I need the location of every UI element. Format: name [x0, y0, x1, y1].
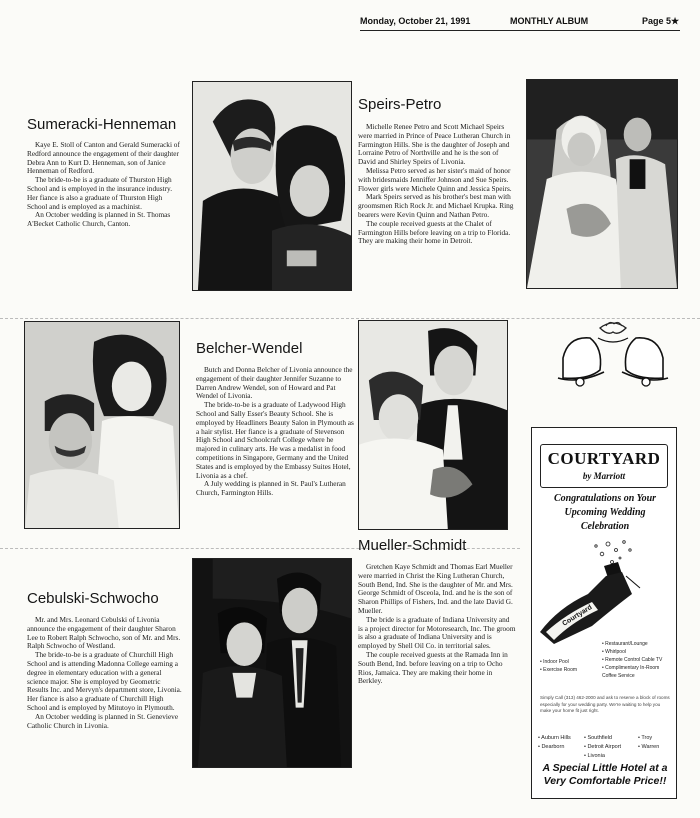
ad-location: • Livonia — [584, 753, 605, 759]
article-paragraph: The bride-to-be is a graduate of Ladywood High School and Sally Esser's Beauty School. She is employed by Headliners Beauty Salon in Plymouth as a hair stylist. Her fiance is a graduate of Stevenson High School and Schoolcraft College where he majored in culinary arts. He was a medalist in food competitions in Singapore, Germany and the United States and is employed by the Embassy Suites Hotel, Livonia as a chef. — [196, 400, 354, 480]
ad-amenity: • Restaurant/Lounge — [602, 641, 648, 647]
article-paragraph: The bride-to-be is a graduate of Thurston High School and is employed in the insurance industry. Her fiance is also a graduate of Thurston High School and is employed as a machinist. — [27, 175, 173, 211]
article-body — [358, 123, 518, 246]
svg-text:Courtyard: Courtyard — [561, 604, 594, 628]
article-headline: Sumeracki-Henneman — [27, 116, 177, 133]
article-paragraph: The bride-to-be is a graduate of Churchill High School and is attending Madonna College earning a degree in elementary education with a general science major. She is employed by Geometric Results Inc. and Mervyn's department store, Livonia. Her fiance is also a graduate of Churchill High School and is employed by Mitutoyo in Plymouth. — [27, 650, 182, 712]
ad-location: • Dearborn — [538, 744, 565, 750]
ad-note: Simply Call (313) 462-2000 and ask to reserve a block of rooms especially for your wedding party. We're waiting to help you make your home fit just right. — [540, 695, 670, 713]
article-paragraph: Michelle Renee Petro and Scott Michael Speirs were married in Prince of Peace Lutheran Church in Farmington Hills. She is the daughter of Joseph and Lorraine Petro of Northville and he is the son of David and Shirley Speirs of Livonia. — [358, 122, 511, 167]
header-date: Monday, October 21, 1991 — [360, 16, 471, 26]
ad-locations — [584, 734, 621, 761]
article-paragraph: Mr. and Mrs. Leonard Cebulski of Livonia announce the engagement of their daughter Sharon Lee to Robert Ralph Schwocho, son of Mr. and Mrs. Ralph Schwocho of Westland. — [27, 615, 181, 651]
ad-locations — [538, 734, 571, 752]
article-body — [27, 616, 182, 730]
article-paragraph: An October wedding is planned in St. Thomas A'Becket Catholic Church, Canton. — [27, 210, 171, 229]
ad-logo-box — [540, 444, 668, 488]
article-paragraph: Kaye E. Stoll of Canton and Gerald Sumeracki of Redford announce the engagement of their daughter Debra Ann to Kurt D. Henneman, son of Janice Henneman of Redford. — [27, 140, 180, 176]
ad-amenities-right — [602, 640, 674, 680]
article-paragraph: Melissa Petro served as her sister's maid of honor with bridesmaids Jenniffer Johnson and Sue Speirs. Flower girls were Michele Quinn and Jessica Speirs. — [358, 165, 512, 193]
ad-location: • Southfield — [584, 735, 612, 741]
ad-location: • Warren — [638, 744, 660, 750]
ad-amenity: • Complimentary In-Room Coffee Service — [602, 665, 660, 679]
ad-script-line: Congratulations on Your — [553, 493, 657, 504]
article-body — [196, 366, 354, 498]
article-paragraph: A July wedding is planned in St. Paul's Lutheran Church, Farmington Hills. — [196, 479, 346, 498]
ad-logo-sub: by Marriott — [582, 471, 626, 481]
article-paragraph: The couple received guests at the Ramada Inn in South Bend, Ind. before leaving on a trip to Ocho Rios, Jamaica. They are making their home in Berkley. — [358, 649, 508, 686]
ad-amenities-left — [540, 650, 600, 674]
ad-amenity: • Remote Control Cable TV — [602, 657, 663, 663]
article-headline: Speirs-Petro — [358, 96, 442, 113]
article-paragraph: An October wedding is planned in St. Genevieve Catholic Church in Livonia. — [27, 711, 179, 730]
ad-tagline — [536, 762, 674, 788]
couple-photo — [192, 81, 352, 291]
ad-amenity: • Exercise Room — [540, 667, 578, 673]
wedding-photo — [358, 320, 508, 530]
article-body — [358, 563, 516, 686]
ad-script-text — [538, 492, 672, 534]
ad-location: • Auburn Hills — [538, 735, 571, 741]
header-rule — [360, 30, 680, 31]
ad-logo: COURTYARD — [547, 449, 661, 468]
wedding-photo — [526, 79, 678, 289]
champagne-bottle-icon — [536, 536, 674, 646]
page-header — [360, 16, 680, 30]
ad-script-line: Upcoming Wedding — [564, 507, 646, 518]
ad-script-line: Celebration — [580, 521, 630, 532]
article-headline: Mueller-Schmidt — [358, 537, 467, 554]
ad-amenity: • Whirlpool — [602, 649, 626, 655]
ad-amenity: • Indoor Pool — [540, 659, 569, 665]
couple-photo — [192, 558, 352, 768]
header-section: MONTHLY ALBUM — [510, 16, 589, 26]
hotel-advertisement — [531, 427, 677, 799]
header-page: Page 5★ — [642, 16, 680, 26]
article-body — [27, 141, 182, 229]
article-paragraph: The bride is a graduate of Indiana University and is a project director for Motoresearch, Inc. The groom is also a graduate of Indiana University and is employed by Shell Oil Co. in territorial sales. — [358, 614, 516, 651]
article-headline: Belcher-Wendel — [196, 340, 303, 357]
article-paragraph: Mark Speirs served as his brother's best man with groomsmen Rich Rock Jr. and Michael Krupka. Ring bearers were Kevin Quinn and Nathan Petro. — [358, 192, 514, 219]
wedding-bells-icon — [548, 318, 678, 408]
ad-tagline-line: Very Comfortable Price!! — [543, 775, 667, 787]
article-paragraph: Butch and Donna Belcher of Livonia announce the engagement of their daughter Jennifer Suzanne to Darren Andrew Wendel, son of Howard and Pat Wendel of Livonia. — [196, 365, 353, 401]
article-paragraph: The couple received guests at the Chalet of Farmington Hills before leaving on a trip to Florida. They are making their home in Detroit. — [358, 218, 511, 246]
article-paragraph: Gretchen Kaye Schmidt and Thomas Earl Mueller were married in Christ the King Lutheran Church, South Bend, Ind. She is the daughter of Mr. and Mrs. George Schmidt of Osceola, Ind. and he is the son of Sharon Phillips of Fishers, Ind. and the late David G. Mueller. — [358, 562, 513, 615]
ad-location: • Detroit Airport — [584, 744, 622, 750]
ad-tagline-line: A Special Little Hotel at a — [542, 762, 668, 774]
couple-photo — [24, 321, 180, 529]
ad-locations — [638, 734, 659, 752]
article-headline: Cebulski-Schwocho — [27, 590, 159, 607]
ad-location: • Troy — [638, 735, 653, 741]
